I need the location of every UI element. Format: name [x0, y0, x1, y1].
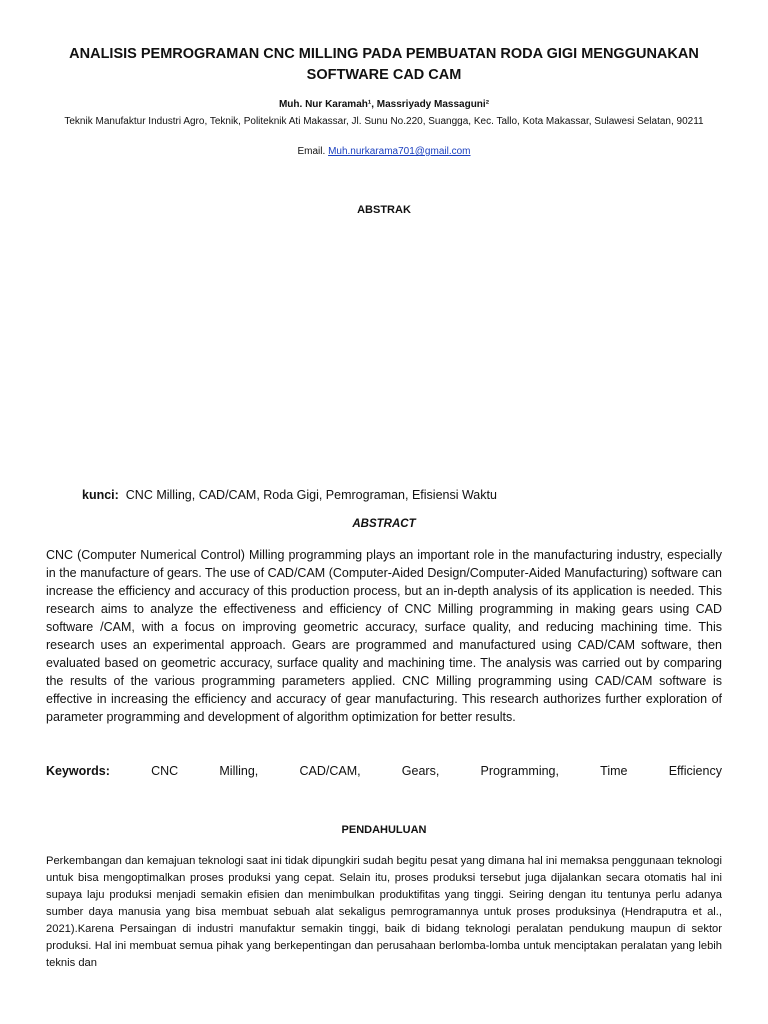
author-list: Muh. Nur Karamah¹, Massriyady Massaguni² — [278, 99, 490, 110]
keyword-term: CAD/CAM, — [299, 764, 361, 778]
keyword-term: Gears, — [401, 764, 440, 778]
kata-kunci-line — [82, 486, 497, 504]
email-link[interactable]: Muh.nurkarama701@gmail.com — [328, 146, 471, 157]
keywords-line — [46, 762, 722, 780]
pendahuluan-body: Perkembangan dan kemajuan teknologi saat ini tidak dipungkiri sudah begitu pesat yang dimana hal ini memaksa penggunaan teknologi untuk bisa mengoptimalkan proses produksi yang cepat. Selain itu, proses produksi tersebut juga dijalankan secara otomatis hal ini supaya laju produksi menjadi semakin efisien dan menimbulkan produktifitas yang tinggi. Seiring dengan itu tentunya perlu adanya sumber daya manusia yang bisa membuat sebuah alat sekaligus pemrogramannya untuk proses produksinya (Hendraputra et al., 2021).Karena Persaingan di industri manufaktur semakin tinggi, baik di bidang teknologi peralatan pendukung maupun di sektor produksi. Hal ini membuat semua pihak yang berkepentingan dan perusahaan berlomba-lomba untuk menciptakan peralatan yang lebih teknis dan — [46, 855, 722, 969]
kata-kunci-values: CNC Milling, CAD/CAM, Roda Gigi, Pemrograman, Efisiensi Waktu — [125, 488, 497, 502]
abstract-heading: ABSTRACT — [352, 518, 416, 530]
keyword-term: Time — [600, 764, 628, 778]
pendahuluan-heading: PENDAHULUAN — [341, 824, 427, 836]
paper-title: ANALISIS PEMROGRAMAN CNC MILLING PADA PEMBUATAN RODA GIGI MENGGUNAKAN SOFTWARE CAD CAM — [69, 46, 699, 83]
abstrak-heading: ABSTRAK — [357, 204, 411, 216]
email-label: Email. — [297, 146, 329, 157]
keyword-term: Efficiency — [668, 764, 722, 778]
email-line — [40, 144, 728, 159]
keyword-term: CNC — [151, 764, 179, 778]
keyword-term: Programming, — [480, 764, 559, 778]
affiliation: Teknik Manufaktur Industri Agro, Teknik, Politeknik Ati Makassar, Jl. Sunu No.220, Suangga, Kec. Tallo, Kota Makassar, Sulawesi Selatan, 90211 — [64, 116, 704, 127]
keyword-term: Milling, — [219, 764, 259, 778]
abstract-body: CNC (Computer Numerical Control) Milling programming plays an important role in the manufacturing industry, especially in the manufacture of gears. The use of CAD/CAM (Computer-Aided Design/Computer-Aided Manufacturing) software can increase the efficiency and accuracy of this production process, but an in-depth analysis of its application is needed. This research aims to analyze the effectiveness and efficiency of CNC Milling programming in making gears using CAD software /CAM, with a focus on improving geometric accuracy, surface quality, and reducing machining time. This research uses an experimental approach. Gears are programmed and manufactured using CAD/CAM software, then evaluated based on geometric accuracy, surface quality and machining time. The analysis was carried out by comparing the results of the various programming parameters applied. CNC Milling programming using CAD/CAM software is effective in increasing the efficiency and accuracy of gear manufacturing. This research authorizes further exploration of parameter programming and development of algorithm optimization for better results. — [46, 548, 722, 724]
kata-kunci-label: kunci: — [82, 488, 119, 502]
keywords-label: Keywords: — [46, 764, 110, 778]
